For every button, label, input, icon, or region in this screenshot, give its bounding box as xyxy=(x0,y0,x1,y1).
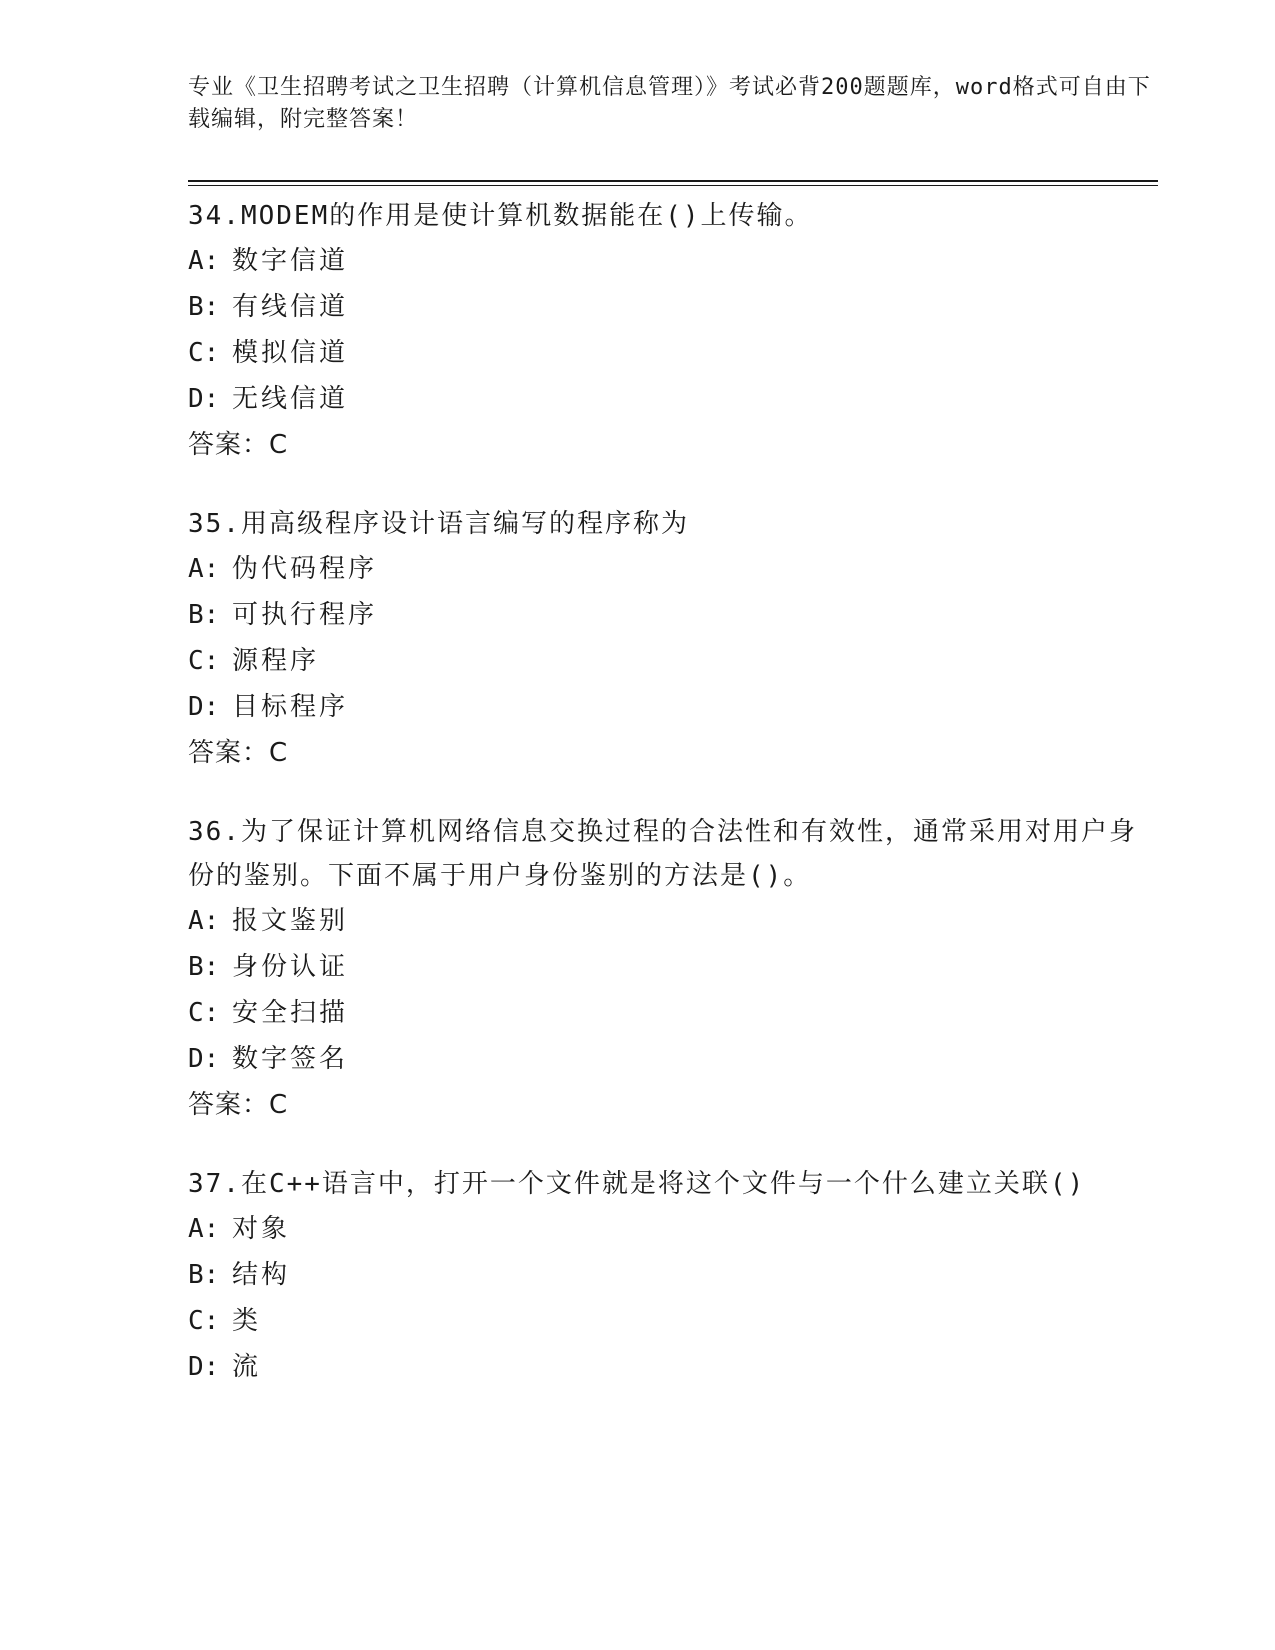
option-letter: B: xyxy=(188,1260,220,1290)
answer-text: 答案：C xyxy=(188,430,289,460)
option-a xyxy=(188,898,1158,944)
option-letter: C: xyxy=(188,338,220,368)
option-letter: A: xyxy=(188,906,220,936)
question-text: 36.为了保证计算机网络信息交换过程的合法性和有效性，通常采用对用户身份的鉴别。下面不属于用户身份鉴别的方法是()。 xyxy=(188,817,1137,891)
option-d xyxy=(188,1036,1158,1082)
option-a xyxy=(188,238,1158,284)
option-letter: A: xyxy=(188,1214,220,1244)
option-letter: B: xyxy=(188,600,220,630)
option-text: 类 xyxy=(232,1306,262,1336)
document-header-title: 专业《卫生招聘考试之卫生招聘（计算机信息管理）》考试必背200题题库，word格式可自由下载编辑，附完整答案！ xyxy=(188,75,1151,132)
answer-text: 答案：C xyxy=(188,738,289,768)
option-text: 目标程序 xyxy=(232,692,349,722)
option-d xyxy=(188,1344,1158,1390)
option-text: 数字签名 xyxy=(232,1044,349,1074)
option-text: 对象 xyxy=(232,1214,291,1244)
question-list xyxy=(188,194,1158,1390)
option-text: 可执行程序 xyxy=(232,600,378,630)
question-text: 37.在C++语言中，打开一个文件就是将这个文件与一个什么建立关联() xyxy=(188,1169,1086,1199)
question-37 xyxy=(188,1162,1158,1390)
header-divider xyxy=(188,180,1158,186)
option-text: 报文鉴别 xyxy=(232,906,349,936)
option-letter: D: xyxy=(188,1352,220,1382)
question-35 xyxy=(188,502,1158,776)
option-c xyxy=(188,990,1158,1036)
option-c xyxy=(188,638,1158,684)
option-text: 流 xyxy=(232,1352,262,1382)
option-text: 身份认证 xyxy=(232,952,349,982)
option-letter: B: xyxy=(188,952,220,982)
option-text: 安全扫描 xyxy=(232,998,349,1028)
document-page xyxy=(188,72,1158,1424)
option-d xyxy=(188,684,1158,730)
option-letter: C: xyxy=(188,646,220,676)
option-letter: D: xyxy=(188,384,220,414)
question-36 xyxy=(188,810,1158,1128)
option-b xyxy=(188,1252,1158,1298)
option-c xyxy=(188,330,1158,376)
answer-text: 答案：C xyxy=(188,1090,289,1120)
option-text: 伪代码程序 xyxy=(232,554,378,584)
option-text: 结构 xyxy=(232,1260,291,1290)
option-letter: A: xyxy=(188,246,220,276)
option-letter: D: xyxy=(188,1044,220,1074)
option-text: 有线信道 xyxy=(232,292,349,322)
question-34 xyxy=(188,194,1158,468)
option-a xyxy=(188,1206,1158,1252)
option-b xyxy=(188,592,1158,638)
option-d xyxy=(188,376,1158,422)
question-text: 34.MODEM的作用是使计算机数据能在()上传输。 xyxy=(188,201,813,231)
option-letter: B: xyxy=(188,292,220,322)
option-text: 数字信道 xyxy=(232,246,349,276)
option-text: 模拟信道 xyxy=(232,338,349,368)
option-letter: D: xyxy=(188,692,220,722)
option-b xyxy=(188,944,1158,990)
option-b xyxy=(188,284,1158,330)
option-letter: C: xyxy=(188,998,220,1028)
option-text: 源程序 xyxy=(232,646,320,676)
option-letter: C: xyxy=(188,1306,220,1336)
option-a xyxy=(188,546,1158,592)
option-text: 无线信道 xyxy=(232,384,349,414)
question-text: 35.用高级程序设计语言编写的程序称为 xyxy=(188,509,689,539)
option-c xyxy=(188,1298,1158,1344)
option-letter: A: xyxy=(188,554,220,584)
